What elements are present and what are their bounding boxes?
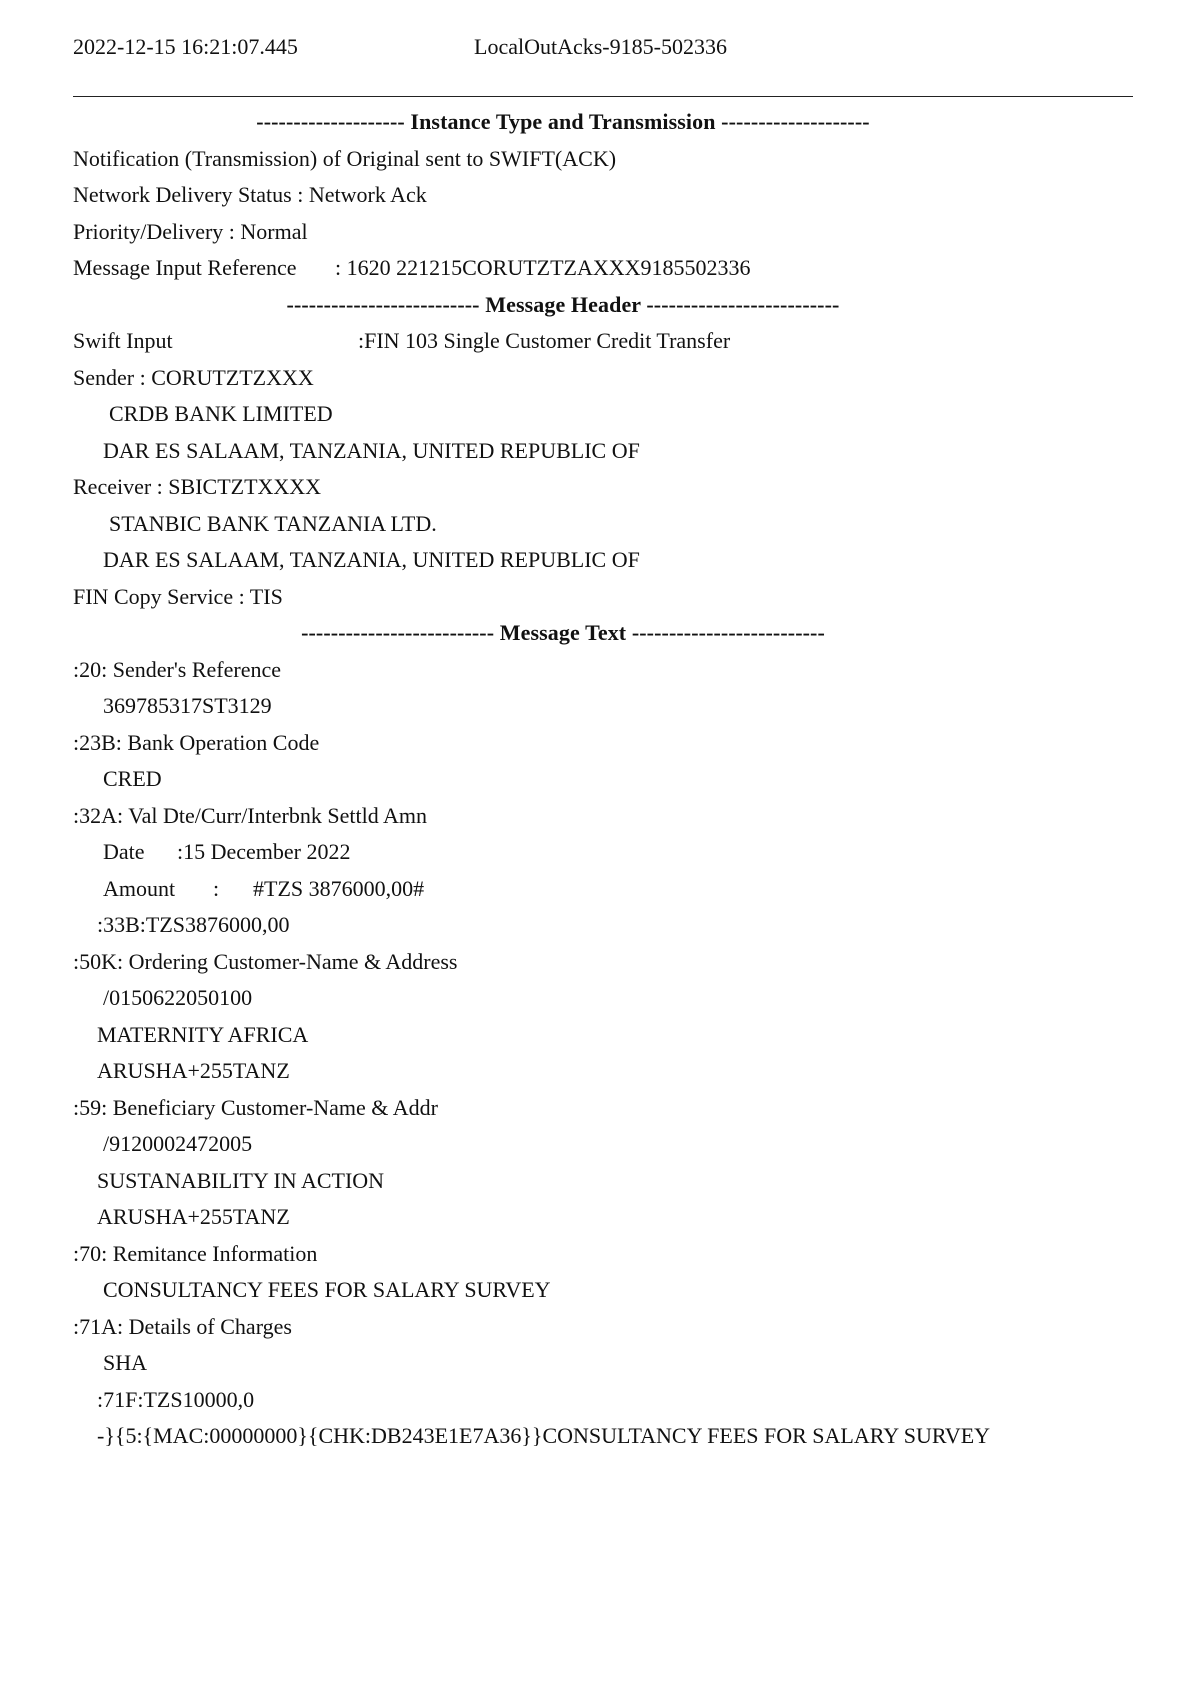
field-23b-label: :23B: Bank Operation Code — [73, 729, 320, 755]
header-timestamp: 2022-12-15 16:21:07.445 — [73, 34, 298, 59]
field-50k-account: /0150622050100 — [103, 985, 253, 1010]
header-divider — [73, 96, 1133, 97]
field-59-account: /9120002472005 — [103, 1131, 253, 1156]
field-71f: :71F:TZS10000,0 — [97, 1386, 255, 1412]
mir-value: : 1620 221215CORUTZTZAXXX9185502336 — [335, 255, 751, 280]
field-23b-value: CRED — [103, 766, 162, 791]
sender-line: Sender : CORUTZTZXXX — [73, 364, 314, 390]
field-20-value: 369785317ST3129 — [103, 693, 272, 718]
swift-input-line — [73, 323, 1153, 360]
header-reference: LocalOutAcks-9185-502336 — [474, 34, 727, 59]
message-body — [73, 104, 1153, 1455]
field-33b: :33B:TZS3876000,00 — [97, 912, 290, 937]
field-71a-label: :71A: Details of Charges — [73, 1313, 292, 1339]
network-status-line: Network Delivery Status : Network Ack — [73, 182, 427, 207]
amount-colon: : — [213, 875, 220, 901]
receiver-city: DAR ES SALAAM, TANZANIA, UNITED REPUBLIC OF — [103, 547, 640, 572]
field-32a-label: :32A: Val Dte/Curr/Interbnk Settld Amn — [73, 802, 428, 828]
field-59-label: :59: Beneficiary Customer-Name & Addr — [73, 1094, 438, 1120]
field-70-label: :70: Remitance Information — [73, 1240, 318, 1266]
field-20-label: :20: Sender's Reference — [73, 656, 281, 682]
field-32a-date — [73, 834, 1153, 871]
receiver-line: Receiver : SBICTZTXXXX — [73, 474, 322, 499]
field-50k-name: MATERNITY AFRICA — [97, 1021, 309, 1047]
field-59-address: ARUSHA+255TANZ — [97, 1204, 290, 1229]
mir-line — [73, 250, 1153, 287]
mir-label: Message Input Reference — [73, 255, 297, 280]
section-header-title: -------------------------- Message Header -------------------------- — [286, 291, 840, 317]
field-71a-value: SHA — [103, 1350, 148, 1375]
message-trailer: -}{5:{MAC:00000000}{CHK:DB243E1E7A36}}CONSULTANCY FEES FOR SALARY SURVEY — [97, 1423, 991, 1448]
amount-label: Amount — [103, 875, 176, 901]
field-50k-label: :50K: Ordering Customer-Name & Address — [73, 948, 458, 974]
sender-city: DAR ES SALAAM, TANZANIA, UNITED REPUBLIC OF — [103, 437, 640, 463]
field-32a-amount — [73, 871, 1153, 908]
receiver-name: STANBIC BANK TANZANIA LTD. — [109, 510, 437, 536]
priority-line: Priority/Delivery : Normal — [73, 218, 308, 244]
section-text-title: -------------------------- Message Text -------------------------- — [301, 620, 825, 645]
notification-line: Notification (Transmission) of Original sent to SWIFT(ACK) — [73, 145, 617, 171]
field-50k-address: ARUSHA+255TANZ — [97, 1058, 290, 1083]
swift-input-label: Swift Input — [73, 328, 173, 353]
sender-name: CRDB BANK LIMITED — [109, 401, 333, 426]
field-70-value: CONSULTANCY FEES FOR SALARY SURVEY — [103, 1277, 551, 1302]
date-value: :15 December 2022 — [177, 839, 351, 864]
date-label: Date — [103, 839, 145, 864]
section-instance-title: -------------------- Instance Type and Transmission -------------------- — [256, 109, 870, 134]
copy-service-line: FIN Copy Service : TIS — [73, 583, 283, 609]
amount-value: #TZS 3876000,00# — [253, 875, 425, 901]
swift-input-value: :FIN 103 Single Customer Credit Transfer — [358, 328, 731, 353]
field-59-name: SUSTANABILITY IN ACTION — [97, 1167, 385, 1193]
